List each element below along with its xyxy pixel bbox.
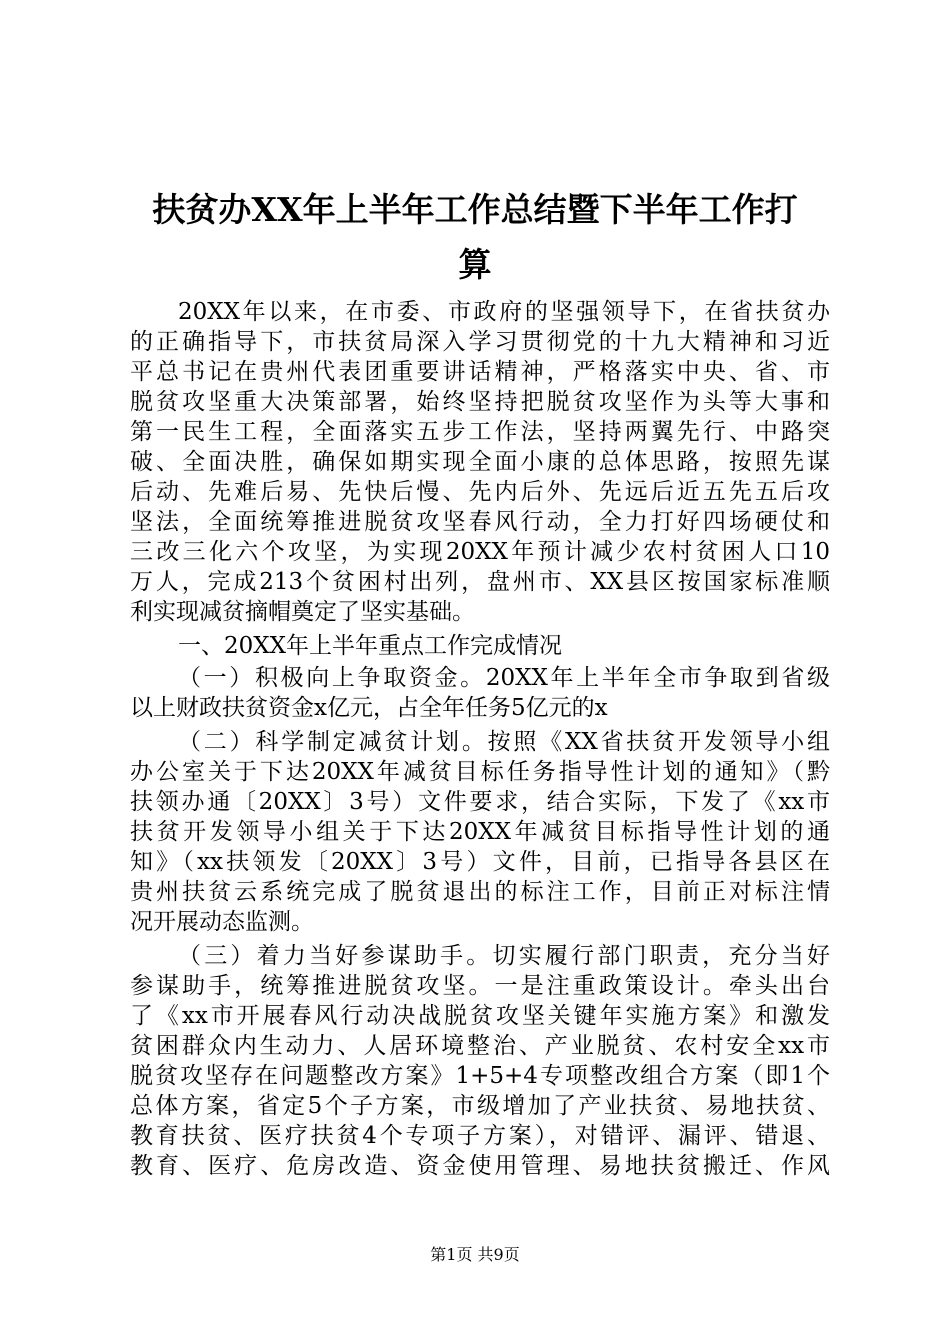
body-line: 况开展动态监测。 [130, 909, 314, 935]
body-line: 万人，完成213个贫困村出列，盘州市、XX县区按国家标准顺 [130, 569, 830, 595]
body-line: 贫困群众内生动力、人居环境整治、产业脱贫、农村安全xx市 [130, 1033, 830, 1059]
body-line: 坚法，全面统筹推进脱贫攻坚春风行动，全力打好四场硬仗和 [130, 509, 830, 535]
body-line: 办公室关于下达20XX年减贫目标任务指导性计划的通知》（黔 [130, 759, 830, 785]
body-line: 平总书记在贵州代表团重要讲话精神，严格落实中央、省、市 [130, 359, 830, 385]
body-line: 20XX年以来，在市委、市政府的坚强领导下，在省扶贫办 [178, 299, 830, 325]
section-heading: 一、20XX年上半年重点工作完成情况 [178, 633, 563, 659]
body-line: （三）着力当好参谋助手。切实履行部门职责，充分当好 [178, 943, 830, 969]
page-footer: 第1页 共9页 [430, 1245, 520, 1264]
body-line: 脱贫攻坚重大决策部署，始终坚持把脱贫攻坚作为头等大事和 [130, 389, 830, 415]
body-line: 破、全面决胜，确保如期实现全面小康的总体思路，按照先谋 [130, 449, 830, 475]
document-title-line-2: 算 [458, 245, 492, 284]
body-line: 总体方案，省定5个子方案，市级增加了产业扶贫、易地扶贫、 [130, 1093, 830, 1119]
body-line: 利实现减贫摘帽奠定了坚实基础。 [130, 599, 475, 625]
body-line: 教育扶贫、医疗扶贫4个专项子方案），对错评、漏评、错退、 [130, 1123, 830, 1149]
body-line: 脱贫攻坚存在问题整改方案》1+5+4专项整改组合方案（即1个 [130, 1063, 830, 1089]
body-line: （二）科学制定减贫计划。按照《XX省扶贫开发领导小组 [178, 729, 830, 755]
body-line: （一）积极向上争取资金。20XX年上半年全市争取到省级 [178, 665, 830, 691]
body-line: 了《xx市开展春风行动决战脱贫攻坚关键年实施方案》和激发 [130, 1003, 830, 1029]
document-title-line-1: 扶贫办XX年上半年工作总结暨下半年工作打 [152, 190, 798, 229]
body-line: 参谋助手，统筹推进脱贫攻坚。一是注重政策设计。牵头出台 [130, 973, 830, 999]
body-line: 后动、先难后易、先快后慢、先内后外、先远后近五先五后攻 [130, 479, 830, 505]
body-line: 第一民生工程，全面落实五步工作法，坚持两翼先行、中路突 [130, 419, 830, 445]
body-line: 以上财政扶贫资金x亿元，占全年任务5亿元的x [130, 695, 608, 721]
body-line: 扶领办通〔20XX〕3号）文件要求，结合实际，下发了《xx市 [130, 789, 830, 815]
body-line: 三改三化六个攻坚，为实现20XX年预计减少农村贫困人口10 [130, 539, 830, 565]
body-line: 的正确指导下，市扶贫局深入学习贯彻党的十九大精神和习近 [130, 329, 830, 355]
body-line: 贵州扶贫云系统完成了脱贫退出的标注工作，目前正对标注情 [130, 879, 830, 905]
body-line: 扶贫开发领导小组关于下达20XX年减贫目标指导性计划的通 [130, 819, 830, 845]
body-line: 教育、医疗、危房改造、资金使用管理、易地扶贫搬迁、作风 [130, 1153, 830, 1179]
body-line: 知》（xx扶领发〔20XX〕3号）文件，目前，已指导各县区在 [130, 849, 830, 875]
